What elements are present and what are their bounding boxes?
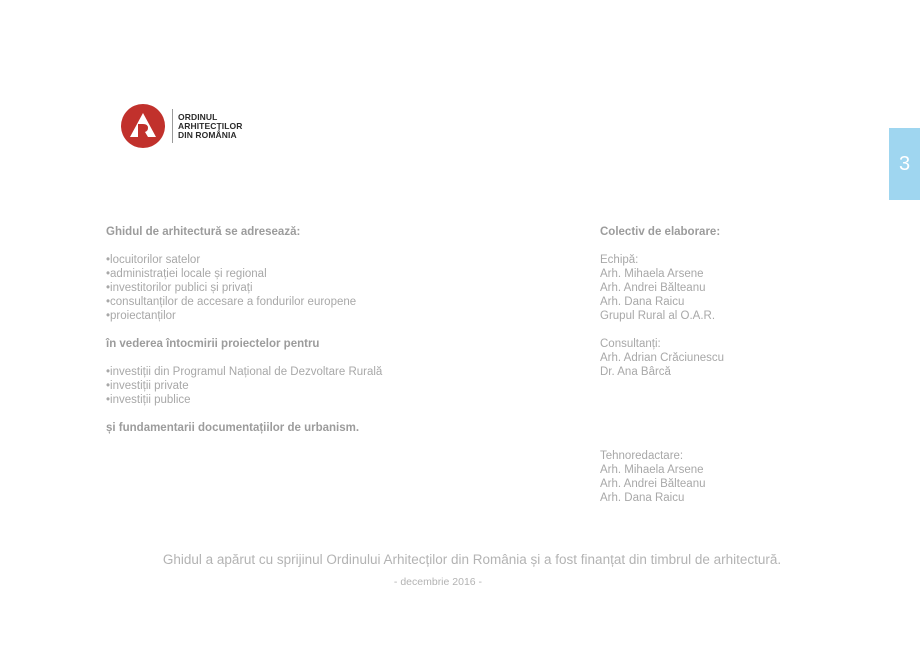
team-member: Arh. Mihaela Arsene — [600, 268, 704, 280]
team-member: Grupul Rural al O.A.R. — [600, 310, 716, 322]
closing-statement: și fundamentarii documentațiilor de urbanism. — [106, 422, 360, 434]
audience-heading: Ghidul de arhitectură se adresează: — [106, 226, 301, 238]
page-number: 3 — [898, 152, 911, 175]
audience-item: •consultanților de accesare a fondurilor europene — [106, 296, 357, 308]
funding-statement: Ghidul a apărut cu sprijinul Ordinului Arhitecților din România și a fost finanțat din timbrul de arhitectură. — [162, 552, 782, 567]
logo-wordmark — [178, 113, 242, 140]
audience-item: •proiectanților — [106, 310, 176, 322]
oar-logo — [121, 104, 242, 148]
team-member: Arh. Dana Raicu — [600, 296, 685, 308]
logo-line: ORDINUL — [178, 111, 218, 122]
purpose-heading: în vederea întocmirii proiectelor pentru — [106, 338, 320, 350]
audience-item: •locuitorilor satelor — [106, 254, 201, 266]
audience-section — [106, 225, 526, 435]
oar-logo-mark-icon — [121, 104, 165, 148]
investment-item: •investiții din Programul Național de Dezvoltare Rurală — [106, 366, 383, 378]
consultant: Arh. Adrian Crăciunescu — [600, 352, 725, 364]
typesetter: Arh. Dana Raicu — [600, 492, 685, 504]
logo-divider — [172, 109, 173, 143]
typesetter: Arh. Andrei Bălteanu — [600, 478, 706, 490]
investment-item: •investiții publice — [106, 394, 191, 406]
consultant: Dr. Ana Bârcă — [600, 366, 671, 378]
page-number-tab — [889, 128, 920, 200]
credits-heading: Colectiv de elaborare: — [600, 226, 721, 238]
audience-item: •administrației locale și regional — [106, 268, 267, 280]
typesetting-label: Tehnoredactare: — [600, 450, 684, 462]
logo-line: DIN ROMÂNIA — [178, 129, 237, 140]
investment-item: •investiții private — [106, 380, 189, 392]
team-member: Arh. Andrei Bălteanu — [600, 282, 706, 294]
typesetter: Arh. Mihaela Arsene — [600, 464, 704, 476]
credits-section — [600, 225, 820, 505]
logo-line: ARHITECȚILOR — [178, 120, 243, 131]
publication-date: - decembrie 2016 - — [393, 576, 483, 588]
consultants-label: Consultanți: — [600, 338, 661, 350]
team-label: Echipă: — [600, 254, 639, 266]
audience-item: •investitorilor publici și privați — [106, 282, 253, 294]
